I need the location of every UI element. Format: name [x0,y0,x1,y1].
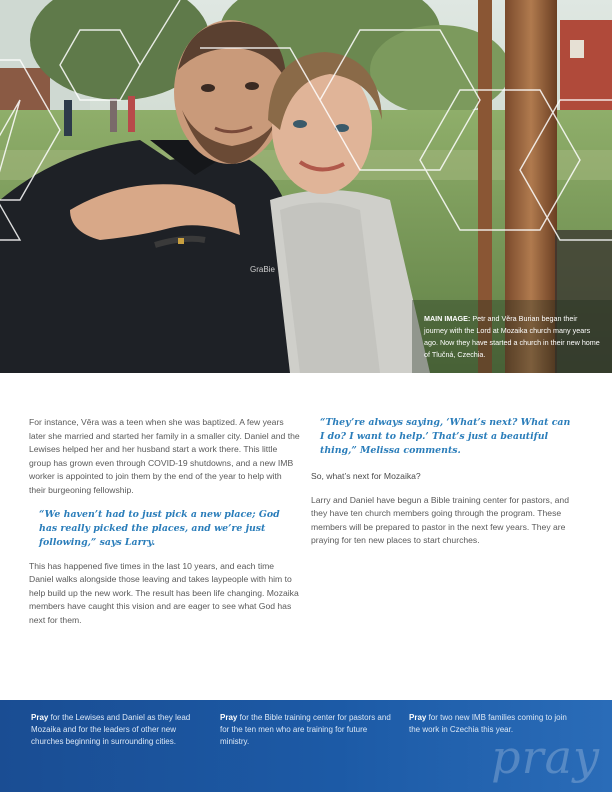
prayer-keyword: Pray [409,713,427,722]
right-paragraph-1: Larry and Daniel have begun a Bible training center for pastors, and they have ten church members going through the program. These members will be prepared to pastor in the next few years. They are praying for ten new places to start churches. [311,494,569,546]
prayer-band [0,700,612,792]
prayer-item-2 [220,712,392,748]
main-photo [0,0,612,373]
pray-watermark: pray [491,730,600,784]
prayer-keyword: Pray [31,713,49,722]
prayer-text: for the Bible training center for pastors and for the ten men who are training for future ministry. [220,713,391,746]
section-heading: So, what’s next for Mozaika? [311,471,421,481]
left-paragraph-1: For instance, Věra was a teen when she was baptized. A few years later she married and started her family in a smaller city. Daniel and the Lewises helped her and her husband start a work there. This little group has grown even through COVID-19 shutdowns, and a new IMB worker is appointed to join them by the end of the year to help with their burgeoning fellowship. [29,417,300,495]
right-pull-quote: “They’re always saying, ‘What’s next? What can I do? I want to help.’ That’s just a beautiful thing,” Melissa comments. [320,417,571,456]
prayer-item-1 [31,712,203,748]
caption-text: Petr and Věra Burian began their journey with the Lord at Mozaika church many years ago. Now they have started a church in their new home of Tlučná, Czechia. [424,314,600,359]
shirt-logo: GraBie [250,265,275,274]
prayer-keyword: Pray [220,713,238,722]
left-pull-quote: “We haven’t had to just pick a new place; God has really picked the places, and we’re just following,” says Larry. [39,508,280,548]
caption-label: MAIN IMAGE: [424,314,471,323]
left-column [29,416,300,636]
right-column [311,416,581,556]
photo-caption [424,313,600,361]
prayer-text: for two new IMB families coming to join the work in Czechia this year. [409,713,567,734]
left-paragraph-2: This has happened five times in the last 10 years, and each time Daniel walks alongside those leaving and takes laypeople with him to help build up the new work. The result has been life changing. Mozaika members have caught this vision and are eager to see what God has next for them. [29,560,299,625]
prayer-text: for the Lewises and Daniel as they lead Mozaika and for the leaders of other new churches beginning in surrounding cities. [31,713,191,746]
